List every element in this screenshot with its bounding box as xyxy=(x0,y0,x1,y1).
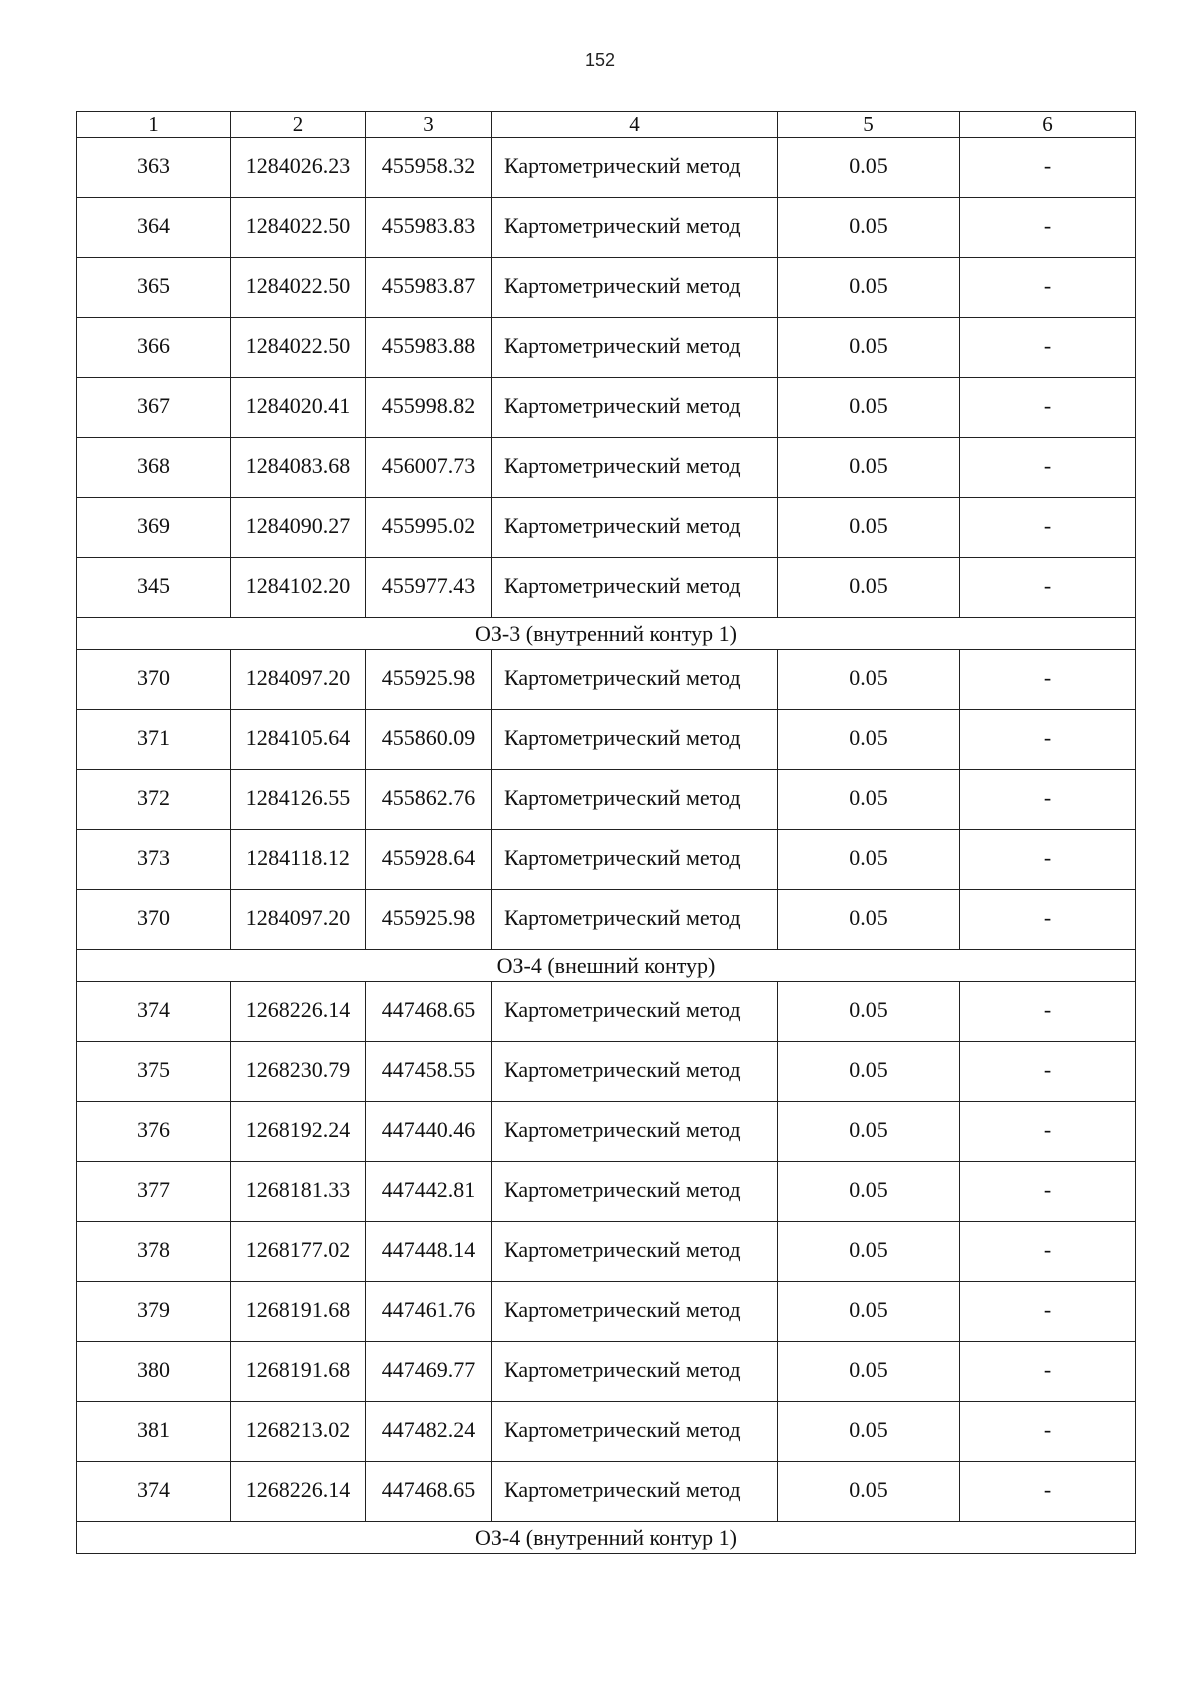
x-coordinate-cell: 1268226.14 xyxy=(231,982,366,1042)
header-cell: 4 xyxy=(492,112,778,138)
table-row xyxy=(77,318,1136,378)
y-coordinate-cell: 455983.87 xyxy=(366,258,492,318)
section-title: ОЗ-3 (внутренний контур 1) xyxy=(77,618,1136,650)
method-cell: Картометрический метод xyxy=(492,198,778,258)
coordinates-table xyxy=(76,111,1136,1554)
description-cell: - xyxy=(960,1222,1136,1282)
accuracy-cell: 0.05 xyxy=(778,498,960,558)
x-coordinate-cell: 1284022.50 xyxy=(231,198,366,258)
accuracy-cell: 0.05 xyxy=(778,438,960,498)
point-number-cell: 364 xyxy=(77,198,231,258)
point-number-cell: 368 xyxy=(77,438,231,498)
point-number-cell: 374 xyxy=(77,1462,231,1522)
table-row xyxy=(77,378,1136,438)
y-coordinate-cell: 455928.64 xyxy=(366,830,492,890)
y-coordinate-cell: 455958.32 xyxy=(366,138,492,198)
description-cell: - xyxy=(960,1462,1136,1522)
y-coordinate-cell: 447482.24 xyxy=(366,1402,492,1462)
method-cell: Картометрический метод xyxy=(492,1282,778,1342)
table-row xyxy=(77,1462,1136,1522)
method-cell: Картометрический метод xyxy=(492,1222,778,1282)
x-coordinate-cell: 1268213.02 xyxy=(231,1402,366,1462)
method-cell: Картометрический метод xyxy=(492,1162,778,1222)
table-row xyxy=(77,1222,1136,1282)
y-coordinate-cell: 455925.98 xyxy=(366,650,492,710)
section-title: ОЗ-4 (внутренний контур 1) xyxy=(77,1522,1136,1554)
table-row xyxy=(77,1282,1136,1342)
point-number-cell: 363 xyxy=(77,138,231,198)
method-cell: Картометрический метод xyxy=(492,1462,778,1522)
section-row xyxy=(77,618,1136,650)
accuracy-cell: 0.05 xyxy=(778,830,960,890)
method-cell: Картометрический метод xyxy=(492,318,778,378)
x-coordinate-cell: 1284102.20 xyxy=(231,558,366,618)
y-coordinate-cell: 447440.46 xyxy=(366,1102,492,1162)
y-coordinate-cell: 447469.77 xyxy=(366,1342,492,1402)
y-coordinate-cell: 455983.88 xyxy=(366,318,492,378)
point-number-cell: 377 xyxy=(77,1162,231,1222)
method-cell: Картометрический метод xyxy=(492,438,778,498)
x-coordinate-cell: 1268181.33 xyxy=(231,1162,366,1222)
accuracy-cell: 0.05 xyxy=(778,198,960,258)
y-coordinate-cell: 455995.02 xyxy=(366,498,492,558)
description-cell: - xyxy=(960,138,1136,198)
method-cell: Картометрический метод xyxy=(492,890,778,950)
table-row xyxy=(77,830,1136,890)
accuracy-cell: 0.05 xyxy=(778,1162,960,1222)
y-coordinate-cell: 455862.76 xyxy=(366,770,492,830)
header-cell: 6 xyxy=(960,112,1136,138)
point-number-cell: 380 xyxy=(77,1342,231,1402)
point-number-cell: 375 xyxy=(77,1042,231,1102)
point-number-cell: 370 xyxy=(77,890,231,950)
x-coordinate-cell: 1284020.41 xyxy=(231,378,366,438)
y-coordinate-cell: 456007.73 xyxy=(366,438,492,498)
table-row xyxy=(77,1402,1136,1462)
section-row xyxy=(77,1522,1136,1554)
header-cell: 3 xyxy=(366,112,492,138)
point-number-cell: 379 xyxy=(77,1282,231,1342)
description-cell: - xyxy=(960,830,1136,890)
point-number-cell: 378 xyxy=(77,1222,231,1282)
point-number-cell: 345 xyxy=(77,558,231,618)
y-coordinate-cell: 455860.09 xyxy=(366,710,492,770)
method-cell: Картометрический метод xyxy=(492,498,778,558)
method-cell: Картометрический метод xyxy=(492,710,778,770)
point-number-cell: 376 xyxy=(77,1102,231,1162)
accuracy-cell: 0.05 xyxy=(778,378,960,438)
description-cell: - xyxy=(960,1402,1136,1462)
description-cell: - xyxy=(960,1282,1136,1342)
method-cell: Картометрический метод xyxy=(492,1402,778,1462)
y-coordinate-cell: 447461.76 xyxy=(366,1282,492,1342)
x-coordinate-cell: 1284022.50 xyxy=(231,258,366,318)
y-coordinate-cell: 455998.82 xyxy=(366,378,492,438)
x-coordinate-cell: 1268191.68 xyxy=(231,1282,366,1342)
method-cell: Картометрический метод xyxy=(492,1342,778,1402)
section-title: ОЗ-4 (внешний контур) xyxy=(77,950,1136,982)
point-number-cell: 369 xyxy=(77,498,231,558)
x-coordinate-cell: 1268191.68 xyxy=(231,1342,366,1402)
table-row xyxy=(77,258,1136,318)
x-coordinate-cell: 1268192.24 xyxy=(231,1102,366,1162)
table-row xyxy=(77,650,1136,710)
accuracy-cell: 0.05 xyxy=(778,558,960,618)
x-coordinate-cell: 1284083.68 xyxy=(231,438,366,498)
header-row xyxy=(77,112,1136,138)
point-number-cell: 365 xyxy=(77,258,231,318)
x-coordinate-cell: 1284105.64 xyxy=(231,710,366,770)
x-coordinate-cell: 1268230.79 xyxy=(231,1042,366,1102)
x-coordinate-cell: 1284026.23 xyxy=(231,138,366,198)
accuracy-cell: 0.05 xyxy=(778,1042,960,1102)
accuracy-cell: 0.05 xyxy=(778,138,960,198)
method-cell: Картометрический метод xyxy=(492,258,778,318)
table-row xyxy=(77,890,1136,950)
point-number-cell: 373 xyxy=(77,830,231,890)
accuracy-cell: 0.05 xyxy=(778,982,960,1042)
accuracy-cell: 0.05 xyxy=(778,1342,960,1402)
description-cell: - xyxy=(960,1102,1136,1162)
accuracy-cell: 0.05 xyxy=(778,770,960,830)
x-coordinate-cell: 1284090.27 xyxy=(231,498,366,558)
description-cell: - xyxy=(960,498,1136,558)
x-coordinate-cell: 1284126.55 xyxy=(231,770,366,830)
table-body xyxy=(77,112,1136,1554)
point-number-cell: 381 xyxy=(77,1402,231,1462)
accuracy-cell: 0.05 xyxy=(778,1222,960,1282)
accuracy-cell: 0.05 xyxy=(778,650,960,710)
point-number-cell: 366 xyxy=(77,318,231,378)
description-cell: - xyxy=(960,198,1136,258)
accuracy-cell: 0.05 xyxy=(778,318,960,378)
accuracy-cell: 0.05 xyxy=(778,1282,960,1342)
method-cell: Картометрический метод xyxy=(492,558,778,618)
method-cell: Картометрический метод xyxy=(492,982,778,1042)
x-coordinate-cell: 1284022.50 xyxy=(231,318,366,378)
header-cell: 5 xyxy=(778,112,960,138)
table-row xyxy=(77,138,1136,198)
description-cell: - xyxy=(960,1042,1136,1102)
description-cell: - xyxy=(960,710,1136,770)
x-coordinate-cell: 1284118.12 xyxy=(231,830,366,890)
description-cell: - xyxy=(960,890,1136,950)
description-cell: - xyxy=(960,982,1136,1042)
table-row xyxy=(77,498,1136,558)
accuracy-cell: 0.05 xyxy=(778,1462,960,1522)
description-cell: - xyxy=(960,1162,1136,1222)
y-coordinate-cell: 447468.65 xyxy=(366,982,492,1042)
table-row xyxy=(77,1042,1136,1102)
x-coordinate-cell: 1284097.20 xyxy=(231,890,366,950)
method-cell: Картометрический метод xyxy=(492,1042,778,1102)
description-cell: - xyxy=(960,378,1136,438)
table-row xyxy=(77,558,1136,618)
description-cell: - xyxy=(960,558,1136,618)
header-cell: 2 xyxy=(231,112,366,138)
y-coordinate-cell: 455925.98 xyxy=(366,890,492,950)
table-row xyxy=(77,438,1136,498)
description-cell: - xyxy=(960,650,1136,710)
accuracy-cell: 0.05 xyxy=(778,1402,960,1462)
y-coordinate-cell: 447448.14 xyxy=(366,1222,492,1282)
x-coordinate-cell: 1268226.14 xyxy=(231,1462,366,1522)
accuracy-cell: 0.05 xyxy=(778,890,960,950)
accuracy-cell: 0.05 xyxy=(778,258,960,318)
x-coordinate-cell: 1268177.02 xyxy=(231,1222,366,1282)
y-coordinate-cell: 455983.83 xyxy=(366,198,492,258)
description-cell: - xyxy=(960,438,1136,498)
table-row xyxy=(77,1162,1136,1222)
method-cell: Картометрический метод xyxy=(492,650,778,710)
point-number-cell: 374 xyxy=(77,982,231,1042)
table-row xyxy=(77,198,1136,258)
section-row xyxy=(77,950,1136,982)
method-cell: Картометрический метод xyxy=(492,138,778,198)
accuracy-cell: 0.05 xyxy=(778,1102,960,1162)
description-cell: - xyxy=(960,770,1136,830)
description-cell: - xyxy=(960,1342,1136,1402)
description-cell: - xyxy=(960,318,1136,378)
method-cell: Картометрический метод xyxy=(492,378,778,438)
table-row xyxy=(77,710,1136,770)
point-number-cell: 367 xyxy=(77,378,231,438)
method-cell: Картометрический метод xyxy=(492,770,778,830)
table-row xyxy=(77,770,1136,830)
point-number-cell: 372 xyxy=(77,770,231,830)
point-number-cell: 371 xyxy=(77,710,231,770)
y-coordinate-cell: 447468.65 xyxy=(366,1462,492,1522)
header-cell: 1 xyxy=(77,112,231,138)
table-row xyxy=(77,1102,1136,1162)
table-row xyxy=(77,1342,1136,1402)
y-coordinate-cell: 455977.43 xyxy=(366,558,492,618)
point-number-cell: 370 xyxy=(77,650,231,710)
description-cell: - xyxy=(960,258,1136,318)
table-row xyxy=(77,982,1136,1042)
y-coordinate-cell: 447458.55 xyxy=(366,1042,492,1102)
method-cell: Картометрический метод xyxy=(492,830,778,890)
accuracy-cell: 0.05 xyxy=(778,710,960,770)
method-cell: Картометрический метод xyxy=(492,1102,778,1162)
page-number: 152 xyxy=(584,50,616,70)
y-coordinate-cell: 447442.81 xyxy=(366,1162,492,1222)
x-coordinate-cell: 1284097.20 xyxy=(231,650,366,710)
